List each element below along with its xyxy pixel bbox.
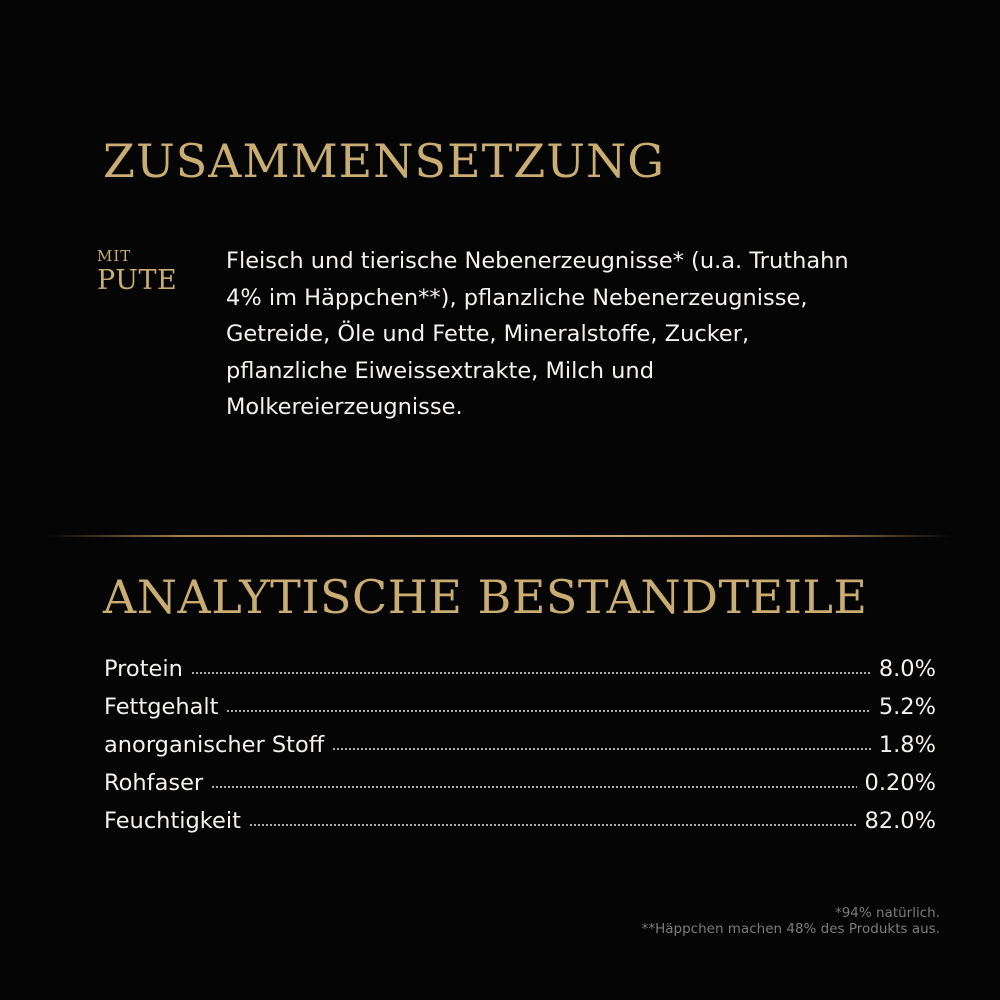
analysis-row-protein <box>104 656 936 694</box>
footnotes <box>642 905 940 937</box>
row-label: Protein <box>104 656 183 682</box>
dot-leader <box>332 747 871 751</box>
dot-leader <box>191 671 871 675</box>
row-value: 82.0% <box>864 808 936 834</box>
row-value: 1.8% <box>878 732 936 758</box>
analysis-table <box>104 656 936 846</box>
dot-leader <box>226 709 870 713</box>
variant-label <box>97 249 177 294</box>
variant-prefix: MIT <box>97 247 132 265</box>
dot-leader <box>249 823 857 827</box>
analysis-row-fiber <box>104 770 936 808</box>
section-divider <box>50 535 950 537</box>
row-label: Fettgehalt <box>104 694 219 720</box>
row-label: Rohfaser <box>104 770 204 796</box>
analysis-row-ash <box>104 732 936 770</box>
variant-name: PUTE <box>97 265 178 296</box>
analysis-row-moisture <box>104 808 936 846</box>
composition-title: ZUSAMMENSETZUNG <box>103 134 665 188</box>
analysis-title: ANALYTISCHE BESTANDTEILE <box>103 570 868 624</box>
row-value: 0.20% <box>864 770 936 796</box>
footnote-chunks: **Häppchen machen 48% des Produkts aus. <box>641 921 940 937</box>
row-label: Feuchtigkeit <box>104 808 241 834</box>
footnote-natural: *94% natürlich. <box>834 905 940 921</box>
row-value: 5.2% <box>878 694 936 720</box>
analysis-row-fat <box>104 694 936 732</box>
row-value: 8.0% <box>878 656 936 682</box>
dot-leader <box>211 785 856 789</box>
ingredients-text: Fleisch und tierische Nebenerzeugnisse* (u.a. Truthahn 4% im Häppchen**), pflanzliche Nebenerzeugnisse, Getreide, Öle und Fette, Mineralstoffe, Zucker, pflanzliche Eiweissextrakte, Milch und Molkereierzeugnisse. <box>226 248 849 420</box>
row-label: anorganischer Stoff <box>104 732 325 758</box>
